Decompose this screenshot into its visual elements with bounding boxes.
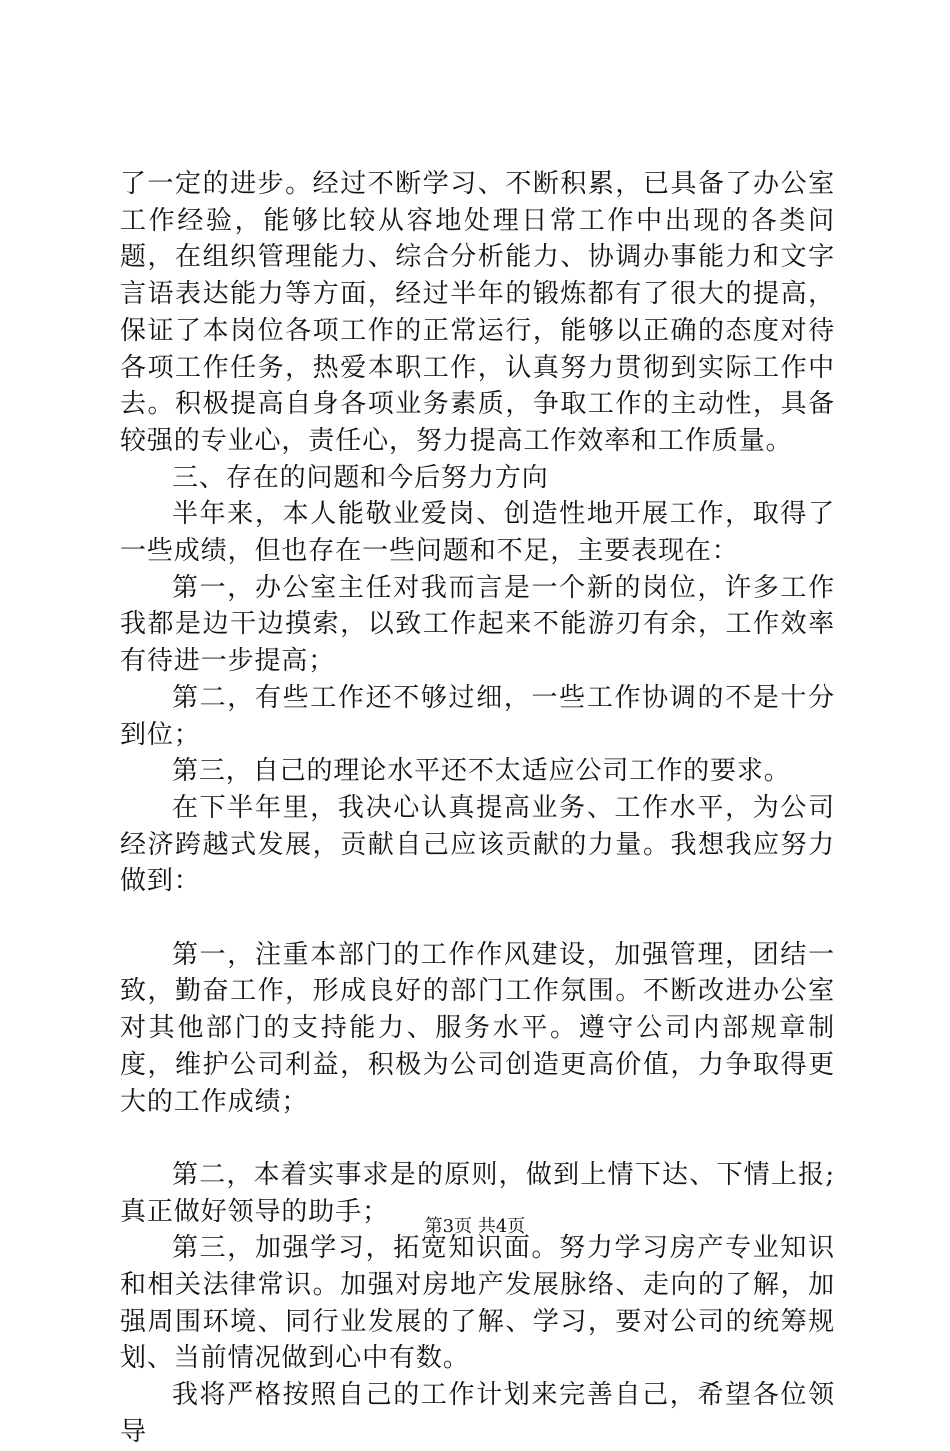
problem-item-2: 第二，有些工作还不够过细，一些工作协调的不是十分到位； xyxy=(120,682,835,750)
plan-item-3: 第三，加强学习，拓宽知识面。努力学习房产专业知识和相关法律常识。加强对房地产发展脉络、走向的了解，加强周围环境、同行业发展的了解、学习，要对公司的统筹规划、当前情况做到心中有数。 xyxy=(120,1233,835,1374)
paragraph-summary: 半年来，本人能敬业爱岗、创造性地开展工作，取得了一些成绩，但也存在一些问题和不足，主要表现在： xyxy=(120,499,835,567)
paragraph-closing: 我将严格按照自己的工作计划来完善自己，希望各位领导 xyxy=(120,1380,835,1447)
paragraph-continuation: 了一定的进步。经过不断学习、不断积累，已具备了办公室工作经验，能够比较从容地处理日常工作中出现的各类问题，在组织管理能力、综合分析能力、协调办事能力和文字言语表达能力等方面，经过半年的锻炼都有了很大的提高，保证了本岗位各项工作的正常运行，能够以正确的态度对待各项工作任务，热爱本职工作，认真努力贯彻到实际工作中去。积极提高自身各项业务素质，争取工作的主动性，具备较强的专业心，责任心，努力提高工作效率和工作质量。 xyxy=(120,169,835,456)
problem-item-3: 第三，自己的理论水平还不太适应公司工作的要求。 xyxy=(172,756,791,787)
page-number-footer: 第3页 共4页 xyxy=(424,1216,526,1237)
plan-item-1: 第一，注重本部门的工作作风建设，加强管理，团结一致，勤奋工作，形成良好的部门工作氛围。不断改进办公室对其他部门的支持能力、服务水平。遵守公司内部规章制度，维护公司利益，积极为公司创造更高价值，力争取得更大的工作成绩； xyxy=(120,939,835,1117)
paragraph-plan-intro: 在下半年里，我决心认真提高业务、工作水平，为公司经济跨越式发展，贡献自己应该贡献的力量。我想我应努力做到： xyxy=(120,792,835,897)
document-body xyxy=(120,166,835,1451)
section-heading: 三、存在的问题和今后努力方向 xyxy=(172,462,549,493)
problem-item-1: 第一，办公室主任对我而言是一个新的岗位，许多工作我都是边干边摸索，以致工作起来不能游刃有余，工作效率有待进一步提高； xyxy=(120,572,835,677)
plan-item-2: 第二，本着实事求是的原则，做到上情下达、下情上报;真正做好领导的助手； xyxy=(120,1159,835,1227)
